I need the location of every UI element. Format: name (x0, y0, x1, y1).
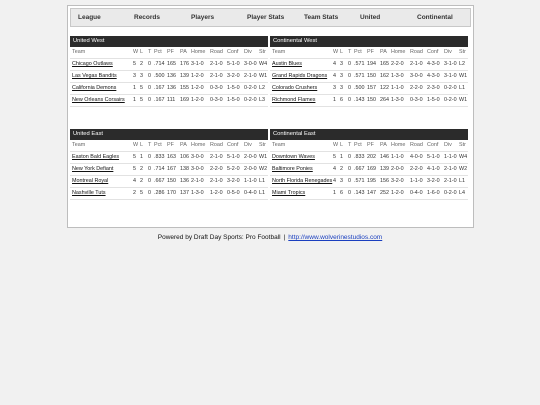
column-header-pa: PA (180, 49, 187, 55)
column-header-w: W (133, 49, 139, 55)
team-link[interactable]: New York Defiant (72, 166, 114, 172)
table-row (270, 71, 468, 83)
column-header-road: Road (410, 142, 423, 148)
stat-cell-l: 6 (340, 190, 343, 196)
table-header-row (270, 140, 468, 152)
team-link[interactable]: New Orleans Corsairs (72, 97, 125, 103)
team-link[interactable]: Baltimore Ponies (272, 166, 313, 172)
team-link[interactable]: Austin Blues (272, 61, 302, 67)
stat-cell-conf: 0-5-0 (227, 190, 240, 196)
column-header-team: Team (272, 49, 286, 55)
stat-cell-pf: 150 (367, 97, 376, 103)
stat-cell-home: 1-1-0 (391, 154, 404, 160)
standings-panel-united-west (70, 36, 268, 107)
column-header-div: Div (244, 142, 252, 148)
stat-cell-t: 0 (348, 97, 351, 103)
stat-cell-l: 2 (340, 166, 343, 172)
column-header-road: Road (410, 49, 423, 55)
stat-cell-pf: 150 (167, 178, 176, 184)
stat-cell-pct: .500 (154, 73, 165, 79)
stat-cell-l: 3 (340, 178, 343, 184)
stat-cell-conf: 3-2-0 (227, 178, 240, 184)
stat-cell-w: 3 (333, 85, 336, 91)
stat-cell-div: 2-1-0 (244, 73, 257, 79)
stat-cell-div: 0-2-0 (444, 190, 457, 196)
stat-cell-l: 2 (140, 178, 143, 184)
table-row (70, 83, 268, 95)
stat-cell-home: 1-2-0 (391, 190, 404, 196)
stat-cell-pct: .143 (354, 190, 365, 196)
menu-item-continental[interactable]: Continental (417, 14, 453, 21)
stat-cell-w: 3 (133, 73, 136, 79)
stat-cell-pa: 162 (380, 73, 389, 79)
menu-item-player-stats[interactable]: Player Stats (247, 14, 285, 21)
stat-cell-str: W4 (259, 61, 268, 67)
stat-cell-div: 0-2-0 (444, 85, 457, 91)
team-link[interactable]: North Florida Renegades (272, 178, 333, 184)
table-row (270, 95, 468, 107)
stat-cell-conf: 1-5-0 (227, 85, 240, 91)
column-header-l: L (340, 142, 343, 148)
column-header-str: Str (259, 49, 266, 55)
stat-cell-div: 2-0-0 (244, 154, 257, 160)
stat-cell-l: 1 (340, 154, 343, 160)
stat-cell-pct: .167 (154, 85, 165, 91)
stat-cell-l: 6 (340, 97, 343, 103)
stat-cell-l: 5 (140, 85, 143, 91)
column-header-w: W (133, 142, 139, 148)
column-header-conf: Conf (427, 49, 439, 55)
team-link[interactable]: Las Vegas Bandits (72, 73, 117, 79)
stat-cell-t: 0 (148, 178, 151, 184)
team-cell (272, 71, 327, 82)
stat-cell-w: 1 (333, 190, 336, 196)
stat-cell-road: 0-4-0 (410, 190, 423, 196)
stat-cell-str: L1 (259, 178, 265, 184)
column-header-team: Team (72, 142, 86, 148)
menu-item-players[interactable]: Players (191, 14, 215, 21)
stat-cell-home: 1-3-0 (191, 190, 204, 196)
team-link[interactable]: Colorado Crushers (272, 85, 318, 91)
stat-cell-road: 0-3-0 (210, 85, 223, 91)
stat-cell-w: 4 (333, 73, 336, 79)
stat-cell-home: 1-1-0 (391, 85, 404, 91)
standings-panel-continental-east (270, 129, 468, 200)
column-header-pa: PA (380, 49, 387, 55)
stat-cell-div: 0-4-0 (244, 190, 257, 196)
stat-cell-road: 4-0-0 (410, 154, 423, 160)
column-header-pct: Pct (154, 49, 162, 55)
stat-cell-pf: 150 (367, 73, 376, 79)
stat-cell-l: 3 (140, 73, 143, 79)
team-link[interactable]: Richmond Flames (272, 97, 316, 103)
stat-cell-pct: .500 (354, 85, 365, 91)
column-header-str: Str (459, 142, 466, 148)
stat-cell-pa: 176 (180, 61, 189, 67)
stat-cell-pa: 169 (180, 97, 189, 103)
table-row (70, 188, 268, 200)
column-header-t: T (148, 49, 152, 55)
table-row (270, 164, 468, 176)
column-header-t: T (348, 49, 352, 55)
stat-cell-str: W2 (459, 166, 468, 172)
stat-cell-pa: 165 (380, 61, 389, 67)
stat-cell-t: 0 (148, 97, 151, 103)
stat-cell-div: 1-1-0 (244, 178, 257, 184)
stat-cell-div: 3-1-0 (444, 61, 457, 67)
stat-cell-pf: 165 (167, 61, 176, 67)
stat-cell-w: 2 (133, 190, 136, 196)
stat-cell-pf: 147 (367, 190, 376, 196)
table-row (70, 59, 268, 71)
stat-cell-div: 0-2-0 (244, 85, 257, 91)
column-header-div: Div (244, 49, 252, 55)
stat-cell-pct: .667 (354, 166, 365, 172)
stat-cell-w: 1 (133, 97, 136, 103)
table-header-row (270, 47, 468, 59)
stat-cell-div: 0-2-0 (444, 97, 457, 103)
team-link[interactable]: Easton Bald Eagles (72, 154, 120, 160)
stat-cell-t: 0 (148, 61, 151, 67)
stat-cell-conf: 4-3-0 (427, 73, 440, 79)
division-title: Continental West (270, 36, 468, 47)
stat-cell-div: 2-0-0 (244, 166, 257, 172)
stat-cell-road: 2-1-0 (210, 73, 223, 79)
column-header-pct: Pct (154, 142, 162, 148)
team-link[interactable]: Downtown Waves (272, 154, 315, 160)
stat-cell-home: 3-2-0 (391, 178, 404, 184)
column-header-w: W (333, 49, 339, 55)
standings-panel-continental-west (270, 36, 468, 107)
stat-cell-road: 2-2-0 (410, 166, 423, 172)
team-cell (72, 71, 117, 82)
column-header-road: Road (210, 142, 223, 148)
stat-cell-home: 3-1-0 (191, 61, 204, 67)
column-header-home: Home (191, 142, 206, 148)
team-cell (72, 83, 116, 94)
stat-cell-w: 4 (333, 166, 336, 172)
team-cell (272, 176, 332, 187)
stat-cell-t: 0 (148, 85, 151, 91)
stat-cell-pct: .714 (154, 166, 165, 172)
stat-cell-conf: 4-3-0 (427, 61, 440, 67)
stat-cell-l: 3 (340, 73, 343, 79)
team-cell (272, 95, 315, 106)
team-link[interactable]: Grand Rapids Dragons (272, 73, 328, 79)
stat-cell-conf: 3-2-0 (427, 178, 440, 184)
column-header-conf: Conf (227, 49, 239, 55)
column-header-conf: Conf (427, 142, 439, 148)
column-header-w: W (333, 142, 339, 148)
stat-cell-str: L2 (459, 61, 465, 67)
stat-cell-conf: 5-1-0 (427, 154, 440, 160)
stat-cell-str: W1 (459, 73, 468, 79)
table-row (270, 152, 468, 164)
stat-cell-home: 1-3-0 (391, 97, 404, 103)
division-title: United East (70, 129, 268, 140)
stat-cell-road: 2-1-0 (210, 178, 223, 184)
column-header-conf: Conf (227, 142, 239, 148)
column-header-home: Home (391, 142, 406, 148)
stat-cell-conf: 5-2-0 (227, 166, 240, 172)
standings-container (67, 5, 474, 228)
stat-cell-pf: 163 (167, 154, 176, 160)
stat-cell-l: 3 (340, 85, 343, 91)
stat-cell-w: 5 (133, 61, 136, 67)
stat-cell-pa: 122 (380, 85, 389, 91)
column-header-t: T (148, 142, 152, 148)
stat-cell-pf: 169 (367, 166, 376, 172)
table-row (70, 71, 268, 83)
team-cell (272, 152, 315, 163)
stat-cell-str: L4 (459, 190, 465, 196)
stat-cell-w: 4 (133, 178, 136, 184)
stat-cell-pct: .571 (354, 61, 365, 67)
menu-item-records[interactable]: Records (134, 14, 161, 21)
stat-cell-pa: 156 (380, 178, 389, 184)
table-row (270, 83, 468, 95)
column-header-pct: Pct (354, 142, 362, 148)
stat-cell-pct: .833 (354, 154, 365, 160)
stat-cell-t: 0 (148, 73, 151, 79)
column-header-road: Road (210, 49, 223, 55)
stat-cell-pa: 139 (380, 166, 389, 172)
stat-cell-pct: .571 (354, 73, 365, 79)
team-cell (72, 164, 113, 175)
stat-cell-pf: 194 (367, 61, 376, 67)
stat-cell-t: 0 (148, 190, 151, 196)
stat-cell-str: W4 (459, 154, 468, 160)
stat-cell-pa: 106 (180, 154, 189, 160)
stat-cell-pa: 138 (180, 166, 189, 172)
stat-cell-conf: 5-1-0 (227, 154, 240, 160)
stat-cell-pct: .833 (154, 154, 165, 160)
stat-cell-pa: 139 (180, 73, 189, 79)
stat-cell-t: 0 (148, 166, 151, 172)
stat-cell-home: 2-2-0 (391, 61, 404, 67)
table-row (70, 95, 268, 107)
column-header-str: Str (259, 142, 266, 148)
footer-text: Powered by Draft Day Sports: Pro Football (157, 234, 281, 241)
stat-cell-t: 0 (148, 154, 151, 160)
column-header-l: L (140, 142, 143, 148)
column-header-pf: PF (367, 49, 374, 55)
stat-cell-l: 5 (140, 190, 143, 196)
team-link[interactable]: Chicago Outlaws (72, 61, 113, 67)
column-header-pf: PF (367, 142, 374, 148)
stat-cell-pa: 155 (180, 85, 189, 91)
stat-cell-pf: 202 (367, 154, 376, 160)
stat-cell-t: 0 (348, 166, 351, 172)
stat-cell-w: 4 (333, 178, 336, 184)
stat-cell-t: 0 (348, 190, 351, 196)
stat-cell-str: L3 (259, 97, 265, 103)
stat-cell-pa: 252 (380, 190, 389, 196)
division-title: Continental East (270, 129, 468, 140)
table-row (270, 188, 468, 200)
column-header-home: Home (391, 49, 406, 55)
column-header-home: Home (191, 49, 206, 55)
team-link[interactable]: Nashville Tuts (72, 190, 106, 196)
stat-cell-str: L1 (259, 190, 265, 196)
table-row (70, 152, 268, 164)
stat-cell-t: 0 (348, 154, 351, 160)
stat-cell-road: 2-1-0 (410, 61, 423, 67)
stat-cell-w: 5 (333, 154, 336, 160)
column-header-l: L (340, 49, 343, 55)
menu-item-league[interactable]: League (78, 14, 101, 21)
stat-cell-conf: 1-5-0 (427, 97, 440, 103)
stat-cell-road: 1-2-0 (210, 190, 223, 196)
stat-cell-l: 2 (140, 61, 143, 67)
stat-cell-l: 2 (140, 166, 143, 172)
column-header-pa: PA (380, 142, 387, 148)
table-row (270, 59, 468, 71)
stat-cell-w: 5 (133, 166, 136, 172)
menu-item-united[interactable]: United (360, 14, 381, 21)
table-header-row (70, 47, 268, 59)
stat-cell-str: L2 (259, 85, 265, 91)
stat-cell-div: 2-1-0 (444, 178, 457, 184)
column-header-div: Div (444, 142, 452, 148)
stat-cell-home: 3-0-0 (191, 166, 204, 172)
stat-cell-conf: 5-1-0 (227, 61, 240, 67)
stat-cell-t: 0 (348, 73, 351, 79)
stat-cell-road: 2-1-0 (210, 61, 223, 67)
footer (0, 234, 540, 241)
team-cell (72, 152, 119, 163)
team-link[interactable]: California Demons (72, 85, 117, 91)
stat-cell-t: 0 (348, 178, 351, 184)
stat-cell-pf: 167 (167, 166, 176, 172)
column-header-str: Str (459, 49, 466, 55)
stat-cell-pct: .167 (154, 97, 165, 103)
team-cell (72, 95, 125, 106)
stat-cell-pf: 136 (167, 73, 176, 79)
stat-cell-road: 2-1-0 (210, 154, 223, 160)
table-header-row (70, 140, 268, 152)
stat-cell-pf: 157 (367, 85, 376, 91)
table-row (270, 176, 468, 188)
stat-cell-pct: .714 (154, 61, 165, 67)
stat-cell-conf: 2-3-0 (427, 85, 440, 91)
stat-cell-pa: 264 (380, 97, 389, 103)
table-row (70, 176, 268, 188)
stat-cell-home: 3-0-0 (191, 154, 204, 160)
column-header-div: Div (444, 49, 452, 55)
column-header-team: Team (272, 142, 286, 148)
team-cell (72, 59, 113, 70)
stat-cell-w: 1 (133, 85, 136, 91)
stat-cell-home: 2-1-0 (191, 178, 204, 184)
stat-cell-road: 0-3-0 (410, 97, 423, 103)
stat-cell-div: 0-2-0 (244, 97, 257, 103)
stat-cell-pf: 111 (167, 97, 176, 103)
stat-cell-pct: .286 (154, 190, 165, 196)
column-header-t: T (348, 142, 352, 148)
stat-cell-div: 3-0-0 (244, 61, 257, 67)
stat-cell-l: 5 (140, 97, 143, 103)
stat-cell-pct: .143 (354, 97, 365, 103)
stat-cell-road: 2-2-0 (210, 166, 223, 172)
team-link[interactable]: Montreal Royal (72, 178, 109, 184)
stat-cell-str: W1 (459, 97, 468, 103)
stat-cell-road: 1-1-0 (410, 178, 423, 184)
stat-cell-road: 0-3-0 (210, 97, 223, 103)
column-header-pct: Pct (354, 49, 362, 55)
column-header-pf: PF (167, 49, 174, 55)
stat-cell-div: 2-1-0 (444, 166, 457, 172)
stat-cell-road: 3-0-0 (410, 73, 423, 79)
stat-cell-t: 0 (348, 61, 351, 67)
table-row (70, 164, 268, 176)
stat-cell-str: W1 (259, 73, 268, 79)
stat-cell-str: W2 (259, 166, 268, 172)
stat-cell-pct: .667 (154, 178, 165, 184)
stat-cell-home: 1-2-0 (191, 97, 204, 103)
stat-cell-w: 5 (133, 154, 136, 160)
column-header-team: Team (72, 49, 86, 55)
menu-item-team-stats[interactable]: Team Stats (304, 14, 339, 21)
column-header-pf: PF (167, 142, 174, 148)
top-menu (70, 8, 471, 27)
team-cell (72, 188, 106, 199)
team-cell (272, 188, 305, 199)
stat-cell-w: 1 (333, 97, 336, 103)
stat-cell-str: L1 (459, 85, 465, 91)
stat-cell-l: 3 (340, 61, 343, 67)
stat-cell-pf: 170 (167, 190, 176, 196)
stat-cell-home: 2-0-0 (391, 166, 404, 172)
column-header-l: L (140, 49, 143, 55)
stat-cell-conf: 3-2-0 (227, 73, 240, 79)
stat-cell-str: W1 (259, 154, 268, 160)
team-link[interactable]: Miami Tropics (272, 190, 306, 196)
team-cell (272, 164, 313, 175)
team-cell (272, 59, 302, 70)
column-header-pa: PA (180, 142, 187, 148)
standings-panel-united-east (70, 129, 268, 200)
stat-cell-road: 2-2-0 (410, 85, 423, 91)
stat-cell-div: 3-1-0 (444, 73, 457, 79)
stat-cell-conf: 1-5-0 (227, 97, 240, 103)
stat-cell-conf: 1-6-0 (427, 190, 440, 196)
division-title: United West (70, 36, 268, 47)
stat-cell-home: 1-2-0 (191, 73, 204, 79)
stat-cell-t: 0 (348, 85, 351, 91)
stat-cell-str: L1 (459, 178, 465, 184)
stat-cell-l: 1 (140, 154, 143, 160)
team-cell (272, 83, 317, 94)
stat-cell-pct: .571 (354, 178, 365, 184)
stat-cell-pa: 137 (180, 190, 189, 196)
stat-cell-home: 1-2-0 (191, 85, 204, 91)
footer-link[interactable]: http://www.wolverinestudios.com (288, 234, 383, 241)
team-cell (72, 176, 108, 187)
stat-cell-pf: 195 (367, 178, 376, 184)
stat-cell-conf: 4-1-0 (427, 166, 440, 172)
stat-cell-pa: 146 (380, 154, 389, 160)
stat-cell-div: 1-1-0 (444, 154, 457, 160)
stat-cell-pa: 136 (180, 178, 189, 184)
stat-cell-pf: 136 (167, 85, 176, 91)
footer-separator: | (283, 234, 286, 241)
stat-cell-w: 4 (333, 61, 336, 67)
stat-cell-home: 1-3-0 (391, 73, 404, 79)
